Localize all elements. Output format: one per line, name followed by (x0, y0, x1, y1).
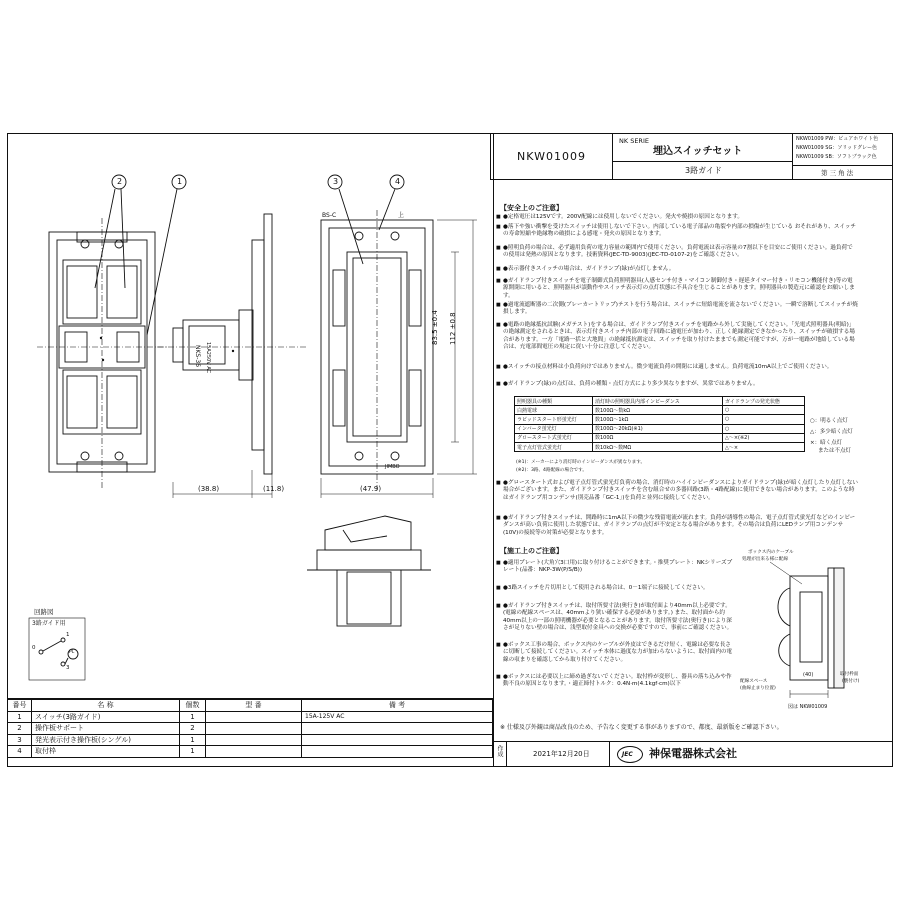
safety-notes-title: 【安全上のご注意】 (500, 204, 563, 212)
variant-divider (793, 165, 893, 166)
dim-height-inner: 83.5 ±0.4 (431, 310, 439, 345)
lamp-header-state: ガイドランプの発光状態 (723, 397, 805, 406)
lamp-cell: 電子点灯管式蛍光灯 (515, 442, 593, 451)
footer-divider (609, 742, 610, 767)
circuit-terminal-1: 1 (66, 632, 70, 638)
lamp-cell: 数100Ω～1kΩ (593, 415, 723, 424)
safety-note-9: ■ ●ガイドランプ(緑)の点灯は、負荷の種類・点灯方式により多少異なりますが、異常ではありません。 (503, 381, 858, 388)
safety-note-3: ■ ●照明負荷の場合は、必ず適用負荷の電力容量の範囲内で使用ください。負荷電流は表示容量の7割以下を目安にご使用ください。過負荷での使用は発熱の原因となります。技術資料(JEC-TD-9003)(JEC-TD-0107-2)をご確認ください。 (503, 245, 858, 260)
parts-cell (206, 734, 302, 746)
fig-mount-label: 取付枠面 (840, 672, 859, 677)
lamp-footnote-2: (※2)：3路、4路配線の場合です。 (516, 468, 587, 473)
parts-header-type: 型 番 (206, 700, 302, 712)
install-notes-title: 【施工上のご注意】 (500, 547, 563, 555)
lamp-legend-1: ○：明るく点灯 (810, 418, 848, 424)
table-row (515, 424, 805, 433)
lamp-cell: ○ (723, 415, 805, 424)
install-note-5: ■ ●ボックスには必要以上に締め過ぎないでください。取付枠が変形し、器具の落ち込みや作動不良の原因となります。・適正締付トルク：0.4N·m(4.1kgf·cm)以下 (503, 674, 735, 689)
parts-cell (206, 711, 302, 723)
parts-cell: 2 (8, 723, 32, 735)
parts-header-name: 名 称 (32, 700, 180, 712)
company-name: 神保電器株式会社 (649, 747, 737, 760)
variant-2: NKW01009 SG：ソリッドグレー色 (796, 145, 878, 151)
balloon-2-label: 2 (117, 177, 123, 186)
circuit-label: 3路ガイド用 (32, 620, 66, 627)
side-model-label: NKS-36 (194, 345, 201, 368)
lamp-header-type: 照明器具の種類 (515, 397, 593, 406)
projection-method: 第 三 角 法 (821, 169, 854, 177)
lamp-cell: ○ (723, 424, 805, 433)
parts-cell (206, 746, 302, 758)
technical-drawing (7, 170, 493, 698)
parts-cell: 1 (180, 746, 206, 758)
fig-cable-note-1: ボックス内のケーブル (748, 550, 794, 555)
table-row (515, 415, 805, 424)
up-mark-label: 上 (398, 212, 405, 219)
circuit-terminal-3: 3 (66, 665, 70, 671)
title-variant-cell (792, 134, 892, 180)
top-mark-label: BS-C (322, 212, 337, 219)
parts-cell: 3 (8, 734, 32, 746)
footer-date: 2021年12月20日 (533, 750, 590, 758)
table-row (515, 406, 805, 415)
title-divider (613, 161, 793, 162)
install-note-2: ■ ●3路スイッチを片切用として使用される場合は、0－1端子に接続してください。 (503, 585, 735, 592)
lamp-table-header (515, 397, 805, 406)
title-series-cell (612, 134, 792, 180)
table-row (8, 711, 493, 723)
lamp-footnote-1: (※1)：メーカーにより消灯時のインピーダンスが異なります。 (516, 460, 646, 465)
parts-cell: スイッチ(3路ガイド) (32, 711, 180, 723)
lamp-cell: △～×(※2) (723, 433, 805, 442)
series-label: NK SERIE (619, 137, 649, 145)
lamp-header-impedance: 消灯時の照明器具内部インピーダンス (593, 397, 723, 406)
footer-label: 作成 (496, 745, 503, 757)
lamp-cell: 白熱電球 (515, 406, 593, 415)
section-rocker (325, 516, 411, 550)
lamp-cell: 数100Ω (593, 433, 723, 442)
lamp-cell: 数100Ω～20kΩ(※1) (593, 424, 723, 433)
product-name: 埋込スイッチセット (653, 146, 743, 157)
safety-note-7: ■ ●電路の絶縁抵抗試験(メガテスト)をする場合は、ガイドランプ付きスイッチを電路から外して実施してください。「光電式照明器具(明暗)」の絶縁測定をされるときは、表示灯付きスイッチ内部の電子回路に過電圧が加わり、正しく絶縁測定できなかったり、スイッチが破損する場合があります。一方「電路一括と大地間」の絶縁抵抗測定は、スイッチを取り付けたままでも測定可能ですが、万が一電路が地絡している場合は、充電部間電圧の規定に従い十分に注意してください。 (503, 322, 858, 352)
product-subtitle: 3路ガイド (685, 166, 722, 175)
parts-cell (206, 723, 302, 735)
side-plate (264, 214, 272, 474)
lamp-legend-4: または不点灯 (818, 448, 852, 454)
circuit-terminal-0: 0 (32, 645, 36, 651)
table-row (8, 746, 493, 758)
safety-note-10: ■ ●グロースタート式および電子点灯管式蛍光灯負荷の場合、消灯時のハイインピーダンスによりガイドランプ(緑)が暗く点灯したり点灯しない場合がございます。また、ガイドランプ付きスイッチを含む組合せの多器回路(3路・4路配線)に使用できない場合があります。このような時はガイドランプ用コンデンサ(別売品番「GC-1」)を負荷と並列に接続してください。 (503, 480, 858, 502)
dim-depth-1: (38.8) (198, 485, 220, 493)
variant-3: NKW01009 SB：ソフトブラック色 (796, 154, 877, 160)
install-note-3: ■ ●ガイドランプ付きスイッチは、取付所要寸法(奥行き)が取付面より40mm以上必要です。(電線の配線スペースは、40mmより狭い確保する必要があります。) また、取付面から約40mm以上の一部の照明機器が必要となることがあります。取付所要寸法(奥行き)により深さが足りない壁の場合は、浅型取付金具への交換が必要ですので、事前にご確認ください。 (503, 603, 735, 633)
fig-mount-label-2: (裏付け) (842, 679, 860, 684)
parts-cell: 発光表示付き操作板(シングル) (32, 734, 180, 746)
balloon-3-label: 3 (333, 177, 339, 186)
table-row (515, 433, 805, 442)
safety-note-5: ■ ●ガイドランプ付きスイッチを電子制御式負荷照明器具(人感センサ付き・マイコン制御付き・遅延タイマー付き・リモコン機能付き)等の電源開閉に用いると、照明器具が誤動作やスイッチ表示灯の点灯状態に不具合を生じることがあります。照明器具の製造元に確認をお願いします。 (503, 278, 858, 300)
lamp-cell: ラピッドスタート形蛍光灯 (515, 415, 593, 424)
parts-cell: 操作板サポート (32, 723, 180, 735)
guide-lamp-table (514, 396, 805, 452)
dim-width: (47.9) (360, 485, 382, 493)
install-note-1: ■ ●適用プレート(大角穴3口用)に取り付けることができます。・推奨プレート：NKシリーズプレート(品番：NKP-3W(P/S/B)) (503, 560, 735, 575)
sheet-divider (493, 134, 494, 767)
parts-cell: 1 (180, 711, 206, 723)
title-model-cell (490, 134, 612, 180)
lamp-cell: グロースタート式蛍光灯 (515, 433, 593, 442)
install-note-4: ■ ●ボックス工事の場合、ボックス内のケーブルが外皮はできるだけ短く、電線は必要な長さに切断して接続してください。スイッチ本体に過度な力が加わらないように、取付面内の電線の収まりを確認してから取り付けてください。 (503, 642, 735, 664)
company-logo (617, 746, 643, 763)
circuit-pilot-lamp: PL (69, 650, 75, 655)
safety-note-6: ■ ●過電流遮断器の二次側(ブレーカートリップ)テストを行う場合は、スイッチに短絡電流を流さないでください。一瞬で溶断してスイッチが焼損します。 (503, 302, 858, 317)
side-rating-label: 15A250V AC (205, 342, 211, 374)
footer-row (493, 741, 893, 767)
install-figure (740, 548, 890, 718)
brand-mark: JIMBO (385, 464, 400, 470)
parts-cell (302, 723, 493, 735)
lamp-legend-2: △：多少暗く点灯 (810, 429, 853, 435)
fig-space-label: 配線スペース (740, 679, 768, 684)
safety-note-11: ■ ●ガイドランプ付きスイッチは、開路時に1mA以下の微少な残留電流が流れます。負荷が誘導性の場合、電子点灯管式蛍光灯などのインピーダンスが高い負荷に使用した状態では、ガイドランプの点灯が不安定となる場合があります。その場合は負荷にLEDランプ用コンデンサ(10V)の接続等の対策が必要となります。 (503, 515, 858, 537)
table-row (8, 734, 493, 746)
parts-table-header (8, 700, 493, 712)
parts-cell: 1 (8, 711, 32, 723)
parts-cell (302, 734, 493, 746)
parts-cell (302, 746, 493, 758)
fig-dim-40: (40) (803, 672, 814, 678)
spec-change-notice: ※ 仕様及び外観は商品改良のため、予告なく変更する事がありますので、都度、最新版をご確認下さい。 (500, 724, 783, 731)
model-number: NKW01009 (517, 150, 586, 163)
parts-header-no: 番号 (8, 700, 32, 712)
parts-cell: 4 (8, 746, 32, 758)
dim-depth-2: (11.8) (263, 485, 285, 493)
lamp-cell: 数10kΩ～数MΩ (593, 442, 723, 451)
variant-1: NKW01009 PW：ピュアホワイト色 (796, 136, 879, 142)
fig-cable-note-2: 処理が出来る様に配線 (742, 557, 788, 562)
balloon-4-label: 4 (395, 177, 401, 186)
footer-label-cell (493, 742, 507, 767)
circuit-title: 回路図 (34, 608, 54, 616)
logo-text: JEC (622, 751, 633, 758)
lamp-cell: ○ (723, 406, 805, 415)
parts-cell: 2 (180, 723, 206, 735)
fig-caption: 図は NKW01009 (788, 704, 828, 710)
safety-note-8: ■ ●スイッチの接点材料は小負荷向けではありません。微少電流負荷の開閉には適しません。負荷電流10mA以上でご使用ください。 (503, 364, 858, 371)
lamp-cell: △～× (723, 442, 805, 451)
dim-height-outer: 112 ±0.8 (449, 312, 457, 345)
parts-header-remarks: 備 考 (302, 700, 493, 712)
parts-header-qty: 個数 (180, 700, 206, 712)
lamp-legend-3: ×：暗く点灯 (810, 440, 843, 446)
parts-cell: 取付枠 (32, 746, 180, 758)
safety-note-2: ■ ●落下や強い衝撃を受けたスイッチは使用しないで下さい。内部している電子部品の亀裂や内部の損傷が生じている おそれがあり、スイッチの寿命短縮や絶縁物の破損による感電・発火の原因となります。 (503, 224, 858, 239)
table-row (8, 723, 493, 735)
parts-cell: 1 (180, 734, 206, 746)
parts-cell: 15A-125V AC (302, 711, 493, 723)
parts-table (7, 699, 493, 758)
balloon-1-label: 1 (177, 177, 183, 186)
lamp-cell: インバータ蛍光灯 (515, 424, 593, 433)
lamp-cell: 数100Ω～数kΩ (593, 406, 723, 415)
safety-note-4: ■ ●表示器付きスイッチの場合は、ガイドランプ(緑)が点灯しません。 (503, 266, 858, 273)
safety-note-1: ■ ●定格電圧は125Vです。200V配線には使用しないでください。発火や焼損の原因となります。 (503, 214, 858, 221)
table-row (515, 442, 805, 451)
fig-space-label-2: (曲線止まり位置) (740, 686, 776, 691)
